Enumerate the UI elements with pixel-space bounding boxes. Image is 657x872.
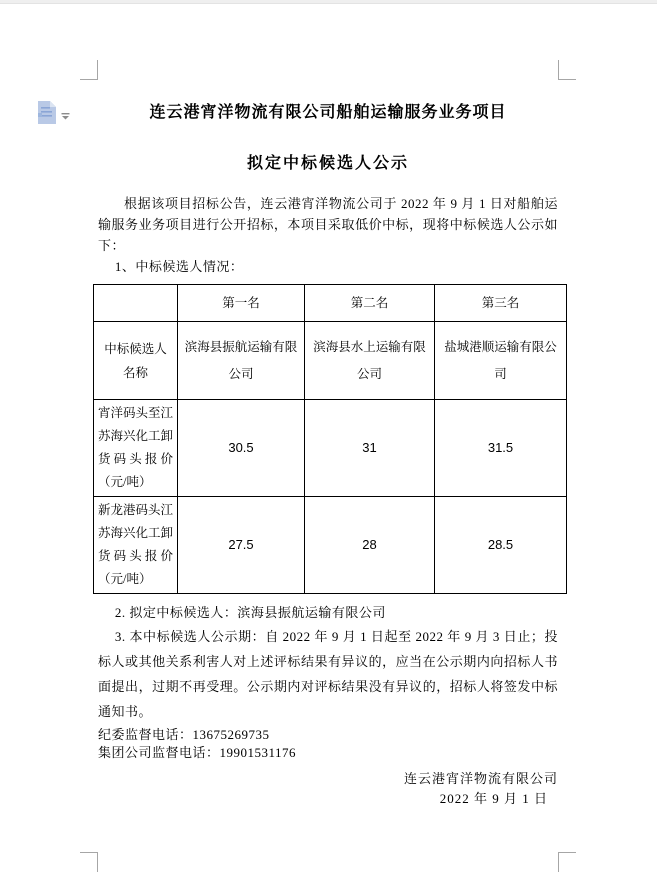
quote-xinlonggang-third: 28.5 (435, 497, 567, 594)
quote-xiaoyang-first: 30.5 (178, 400, 305, 497)
page-top-edge (0, 0, 657, 4)
candidates-table (93, 284, 567, 594)
table-header-third-place: 第三名 (435, 285, 567, 322)
section-2-proposed-winner: 2. 拟定中标候选人：滨海县振航运输有限公司 (114, 605, 386, 620)
candidate-name-second: 滨海县水上运输有限公司 (305, 322, 435, 400)
table-header-row (94, 285, 567, 322)
intro-paragraph: 根据该项目招标公告，连云港宵洋物流公司于 2022 年 9 月 1 日对船舶运输服务业务项目进行公开招标，本项目采取低价中标，现将中标候选人公示如下： (98, 196, 558, 253)
text-boundary-mark-bottom-right (558, 852, 576, 872)
signature-date: 2022 年 9 月 1 日 (439, 791, 548, 806)
candidate-name-first: 滨海县振航运输有限公司 (178, 322, 305, 400)
chevron-down-icon (61, 108, 70, 123)
table-row-xiaoyang-quote (94, 400, 567, 497)
signature-company: 连云港宵洋物流有限公司 (403, 771, 558, 786)
document-title: 连云港宵洋物流有限公司船舶运输服务业务项目 (149, 104, 507, 121)
row-label-xinlonggang-quote: 新龙港码头江苏海兴化工卸货码头报价（元/吨） (94, 497, 178, 594)
document-subtitle: 拟定中标候选人公示 (246, 155, 409, 172)
table-row-xinlonggang-quote (94, 497, 567, 594)
table-row-candidate-names (94, 322, 567, 400)
row-label-xiaoyang-quote: 宵洋码头至江苏海兴化工卸货码头报价（元/吨） (94, 400, 178, 497)
section-3-publicity-period: 3. 本中标候选人公示期：自 2022 年 9 月 1 日起至 2022 年 9 月 3 日止；投标人或其他关系利害人对上述评标结果有异议的，应当在公示期内向招标人书面提出，过期不再受理。公示期内对评标结果没有异议的，招标人将签发中标通知书。 (98, 629, 558, 719)
text-boundary-mark-top-left (80, 60, 98, 80)
text-boundary-mark-top-right (558, 60, 576, 80)
quote-xinlonggang-first: 27.5 (178, 497, 305, 594)
table-header-second-place: 第二名 (305, 285, 435, 322)
paste-options-document-icon (38, 101, 56, 127)
candidate-name-third: 盐城港顺运输有限公司 (435, 322, 567, 400)
quote-xinlonggang-second: 28 (305, 497, 435, 594)
quote-xiaoyang-second: 31 (305, 400, 435, 497)
text-boundary-mark-bottom-left (80, 852, 98, 872)
document-body (98, 80, 558, 808)
table-cell-empty (94, 285, 178, 322)
quote-xiaoyang-third: 31.5 (435, 400, 567, 497)
paste-options-button[interactable] (38, 101, 74, 129)
group-phone-line: 集团公司监督电话：19901531176 (98, 745, 297, 760)
discipline-phone-line: 纪委监督电话：13675269735 (98, 727, 270, 742)
row-label-candidate-name: 中标候选人名称 (94, 322, 178, 400)
section-1-heading: 1、中标候选人情况： (114, 259, 244, 274)
table-header-first-place: 第一名 (178, 285, 305, 322)
